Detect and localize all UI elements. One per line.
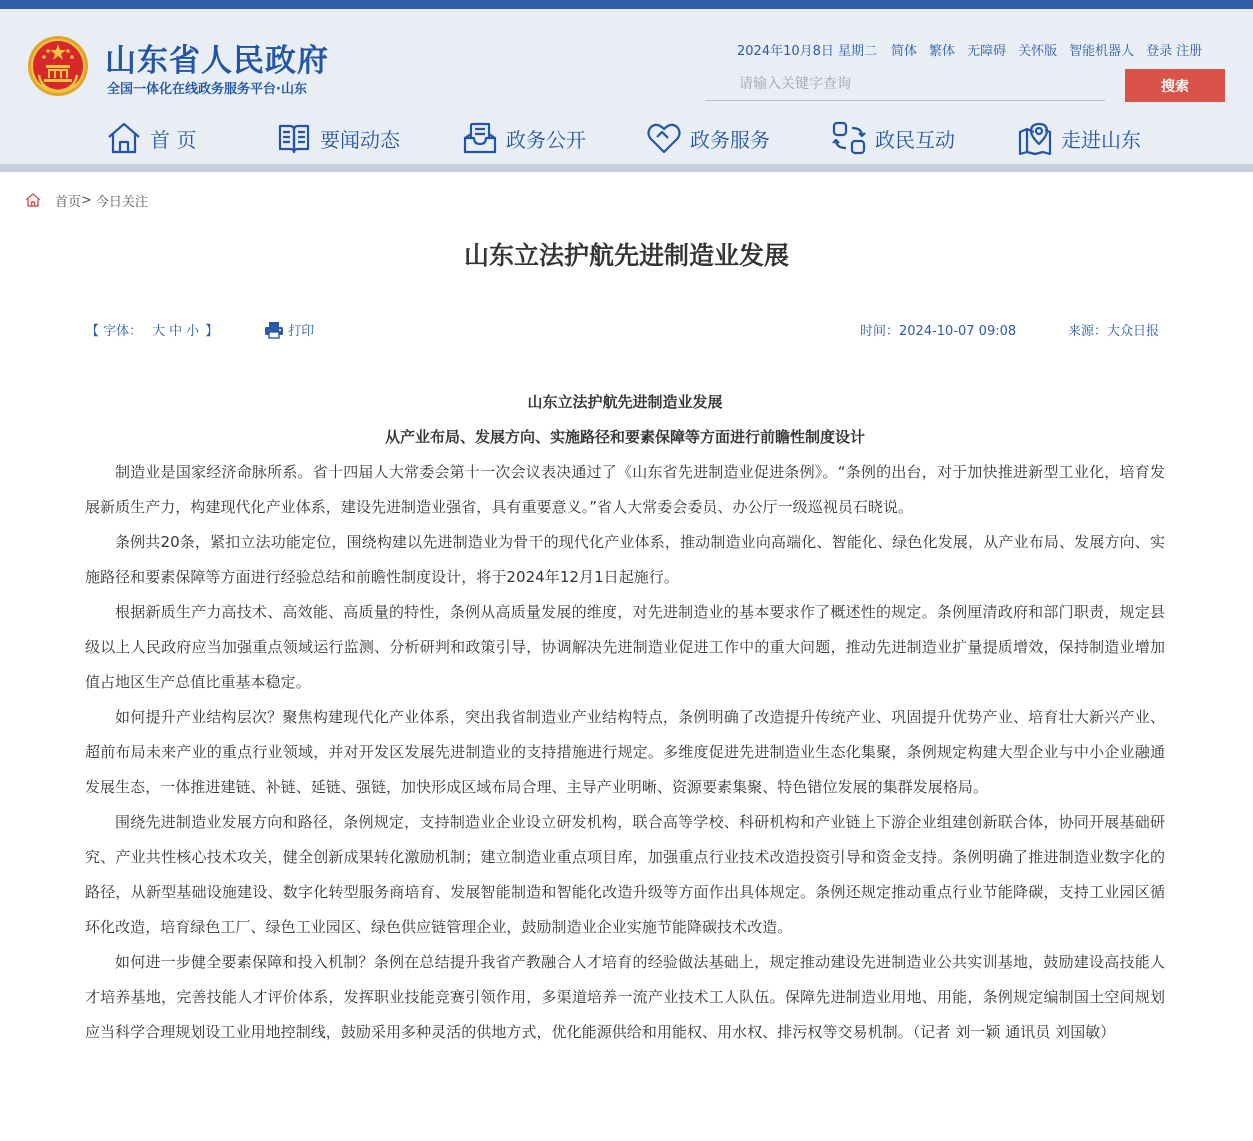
- nav-label-gov-open: 政务公开: [506, 127, 586, 152]
- nav-item-interaction[interactable]: [831, 115, 955, 161]
- home-icon: [25, 192, 41, 208]
- breadcrumb-home[interactable]: 首页: [55, 194, 82, 210]
- nav-item-gov-service[interactable]: [646, 115, 770, 161]
- font-medium-button[interactable]: 中: [169, 324, 183, 339]
- link-accessibility[interactable]: 无障碍: [967, 43, 1007, 59]
- link-chatbot[interactable]: 智能机器人: [1069, 43, 1135, 59]
- book-icon: [276, 120, 312, 156]
- content-title: 山东立法护航先进制造业发展: [527, 393, 723, 411]
- font-size-label: 【 字体：: [86, 324, 143, 339]
- nav-label-home: 首 页: [150, 127, 197, 152]
- nav-item-home[interactable]: [106, 115, 196, 161]
- link-login[interactable]: 登录: [1146, 43, 1173, 59]
- link-simplified[interactable]: 简体: [891, 43, 918, 59]
- article-paragraph: 如何进一步健全要素保障和投入机制？条例在总结提升我省产教融合人才培育的经验做法基础上，规定推动建设先进制造业公共实训基地，鼓励建设高技能人才培养基地，完善技能人才评价体系，发挥职业技能竞赛引领作用，多渠道培养一流产业技术工人队伍。保障先进制造业用地、用能，条例规定编制国土空间规划应当科学合理规划设工业用地控制线，鼓励采用多种灵活的供地方式，优化能源供给和用能权、用水权、排污权等交易机制。（记者 刘一颖 通讯员 刘国敏）: [85, 953, 1165, 1041]
- font-size-control: [86, 320, 218, 339]
- article-paragraph: 条例共20条，紧扣立法功能定位，围绕构建以先进制造业为骨干的现代化产业体系，推动制造业向高端化、智能化、绿色化发展，从产业布局、发展方向、实施路径和要素保障等方面进行经验总结和前瞻性制度设计，将于2024年12月1日起施行。: [85, 533, 1165, 586]
- font-size-bracket: 】: [205, 324, 219, 339]
- article-source: 来源：大众日报: [1068, 324, 1160, 339]
- font-small-button[interactable]: 小: [186, 324, 200, 339]
- search-button[interactable]: 搜索: [1125, 69, 1225, 102]
- utility-links: [737, 39, 1202, 59]
- nav-label-about-shandong: 走进山东: [1061, 127, 1141, 152]
- header-divider: [0, 164, 1253, 172]
- print-button[interactable]: [264, 320, 314, 339]
- map-pin-icon: [1017, 120, 1053, 156]
- current-date: 2024年10月8日 星期二: [737, 43, 878, 59]
- nav-label-gov-service: 政务服务: [690, 127, 770, 152]
- article-tools: [86, 320, 314, 339]
- nav-item-gov-open[interactable]: [462, 115, 586, 161]
- printer-icon: [264, 321, 284, 339]
- article-paragraph: 制造业是国家经济命脉所系。省十四届人大常委会第十一次会议表决通过了《山东省先进制造业促进条例》。“条例的出台，对于加快推进新型工业化，培育发展新质生产力，构建现代化产业体系，建设先进制造业强省，具有重要意义。”省人大常委会委员、办公厅一级巡视员石晓说。: [85, 463, 1165, 516]
- article-paragraph: 根据新质生产力高技术、高效能、高质量的特性，条例从高质量发展的维度，对先进制造业的基本要求作了概述性的规定。条例厘清政府和部门职责，规定县级以上人民政府应当加强重点领域运行监测、分析研判和政策引导，协调解决先进制造业促进工作中的重大问题，推动先进制造业扩量提质增效，保持制造业增加值占地区生产总值比重基本稳定。: [85, 603, 1165, 691]
- nav-label-interaction: 政民互动: [875, 127, 955, 152]
- main-nav: [0, 115, 1253, 161]
- article-body: [85, 385, 1165, 1050]
- interaction-icon: [831, 120, 867, 156]
- content-subtitle: 从产业布局、发展方向、实施路径和要素保障等方面进行前瞻性制度设计: [384, 428, 865, 446]
- heart-icon: [646, 120, 682, 156]
- nav-label-news: 要闻动态: [320, 127, 400, 152]
- national-emblem-icon: [27, 35, 89, 97]
- link-traditional[interactable]: 繁体: [929, 43, 956, 59]
- search-input[interactable]: [705, 68, 1105, 101]
- nav-item-news[interactable]: [276, 115, 400, 161]
- font-large-button[interactable]: 大: [152, 324, 166, 339]
- nav-item-about-shandong[interactable]: [1017, 115, 1141, 161]
- article-paragraph: 围绕先进制造业发展方向和路径，条例规定，支持制造业企业设立研发机构，联合高等学校、科研机构和产业链上下游企业组建创新联合体，协同开展基础研究、产业共性核心技术攻关，健全创新成果转化激励机制；建立制造业重点项目库，加强重点行业技术改造投资引导和资金支持。条例明确了推进制造业数字化的路径，从新型基础设施建设、数字化转型服务商培育、发展智能制造和智能化改造升级等方面作出具体规定。条例还规定推动重点行业节能降碳，支持工业园区循环化改造，培育绿色工厂、绿色工业园区、绿色供应链管理企业，鼓励制造业企业实施节能降碳技术改造。: [85, 813, 1165, 936]
- inbox-icon: [462, 120, 498, 156]
- site-subtitle: 全国一体化在线政务服务平台·山东: [107, 82, 307, 97]
- link-care-version[interactable]: 关怀版: [1018, 43, 1058, 59]
- article-title: 山东立法护航先进制造业发展: [463, 241, 789, 270]
- breadcrumb: [25, 191, 148, 209]
- link-register[interactable]: 注册: [1176, 43, 1203, 59]
- article-paragraph: 如何提升产业结构层次？聚焦构建现代化产业体系，突出我省制造业产业结构特点，条例明确了改造提升传统产业、巩固提升优势产业、培育壮大新兴产业、超前布局未来产业的重点行业领域，并对开发区发展先进制造业的支持措施进行规定。多维度促进先进制造业生态化集聚，条例规定构建大型企业与中小企业融通发展生态，一体推进建链、补链、延链、强链，加快形成区域布局合理、主导产业明晰、资源要素集聚、特色错位发展的集群发展格局。: [85, 708, 1165, 796]
- breadcrumb-current[interactable]: 今日关注: [95, 194, 148, 210]
- breadcrumb-separator: >: [81, 192, 92, 208]
- site-title[interactable]: 山东省人民政府: [105, 43, 329, 79]
- home-icon: [106, 120, 142, 156]
- top-accent-bar: [0, 0, 1253, 9]
- print-label: 打印: [288, 324, 315, 339]
- article-time: 时间：2024-10-07 09:08: [860, 324, 1017, 339]
